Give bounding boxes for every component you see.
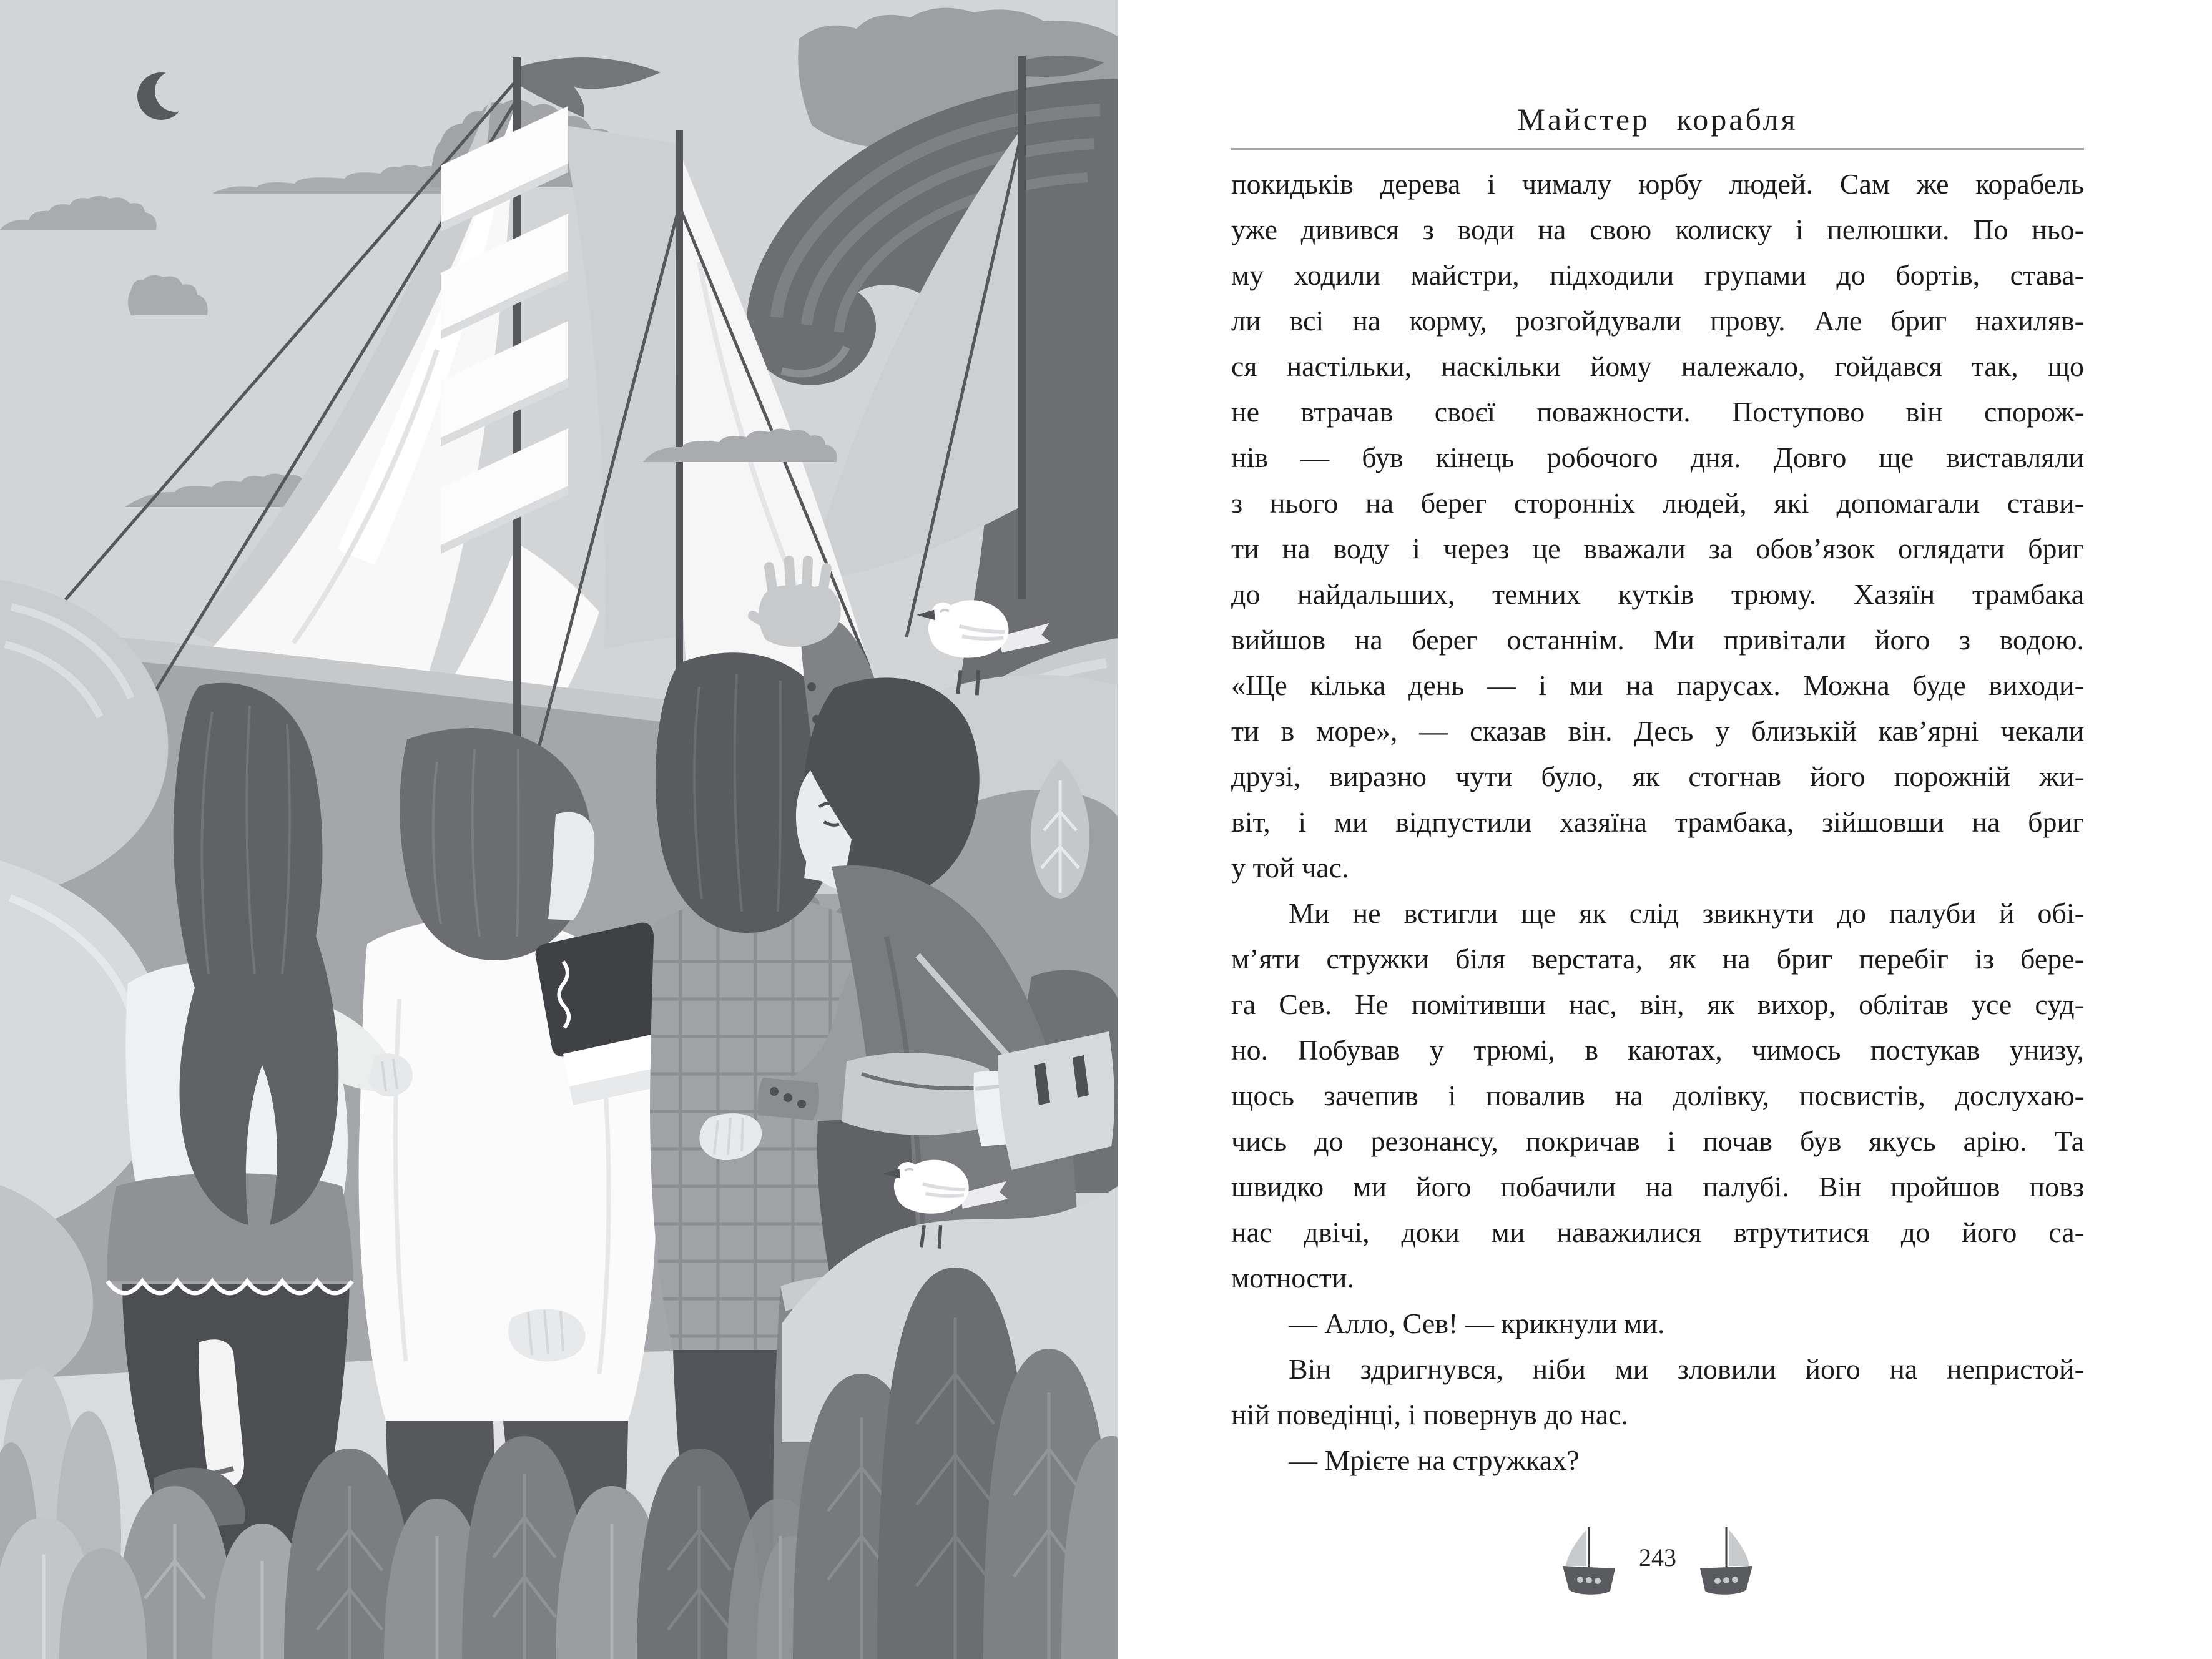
text-line: у той час. xyxy=(1231,852,1349,884)
text-line: «Ще кілька день — і ми на парусах. Можна буде виходи- xyxy=(1231,669,2084,701)
text-line: ти на воду і через це вважали за обов’язок оглядати бриг xyxy=(1231,533,2084,564)
text-line: з нього на берег сторонніх людей, які допомагали стави- xyxy=(1231,487,2084,519)
text-line: швидко ми його побачили на палубі. Він пройшов повз xyxy=(1231,1171,2084,1203)
text-line: ти в море», — сказав він. Десь у близькій кав’ярні чекали xyxy=(1231,715,2084,747)
page-footer xyxy=(1560,1525,1755,1598)
text-line: не втрачав своєї поважности. Поступово він спорож- xyxy=(1231,396,2084,428)
text-line: га Сев. Не помітивши нас, він, як вихор, облітав усе суд- xyxy=(1231,988,2084,1020)
text-line: Він здригнувся, ніби ми зловили його на непристой- xyxy=(1289,1353,2084,1385)
text-line: м’яти стружки біля верстата, як на бриг перебіг із бере- xyxy=(1231,943,2084,975)
text-line: уже дивився з води на свою колиску і пелюшки. По ньо- xyxy=(1231,214,2084,245)
text-page xyxy=(1231,0,2084,1659)
text-block xyxy=(1231,161,2084,1483)
text-line: вийшов на берег останнім. Ми привітали його з водою. xyxy=(1231,624,2084,656)
text-line: чись до резонансу, покричав і почав був якусь арію. Та xyxy=(1231,1125,2084,1157)
text-line: віт, і ми відпустили хазяїна трамбака, зійшовши на бриг xyxy=(1231,806,2084,838)
sailboat-icon-left xyxy=(1560,1525,1618,1598)
text-line: му ходили майстри, підходили групами до бортів, става- xyxy=(1231,259,2084,291)
text-line: ній поведінці, і повернув до нас. xyxy=(1231,1399,1629,1430)
text-line: ся настільки, наскільки йому належало, гойдався так, що xyxy=(1231,350,2084,382)
text-line: — Мрієте на стружках? xyxy=(1289,1444,1580,1476)
text-line: щось зачепив і повалив на долівку, посвистів, дослухаю- xyxy=(1231,1080,2084,1111)
text-line: до найдальших, темних кутків трюму. Хазяїн трамбака xyxy=(1231,578,2084,610)
text-line: нас двічі, доки ми наважилися втрутитися до його са- xyxy=(1231,1216,2084,1248)
sailboat-icon-right xyxy=(1698,1525,1755,1598)
text-line: ли всі на корму, розгойдували прову. Але бриг нахиляв- xyxy=(1231,305,2084,337)
text-line: мотности. xyxy=(1231,1262,1355,1294)
text-line: — Алло, Сев! — крикнули ми. xyxy=(1289,1307,1665,1339)
text-line: Ми не встигли ще як слід звикнути до палуби й обі- xyxy=(1289,897,2084,929)
text-line: нів — був кінець робочого дня. Довго ще виставляли xyxy=(1231,441,2084,473)
page-header-title: Майстер корабля xyxy=(1517,102,1798,137)
text-line: покидьків дерева і чималу юрбу людей. Сам же корабель xyxy=(1231,168,2084,200)
header-rule xyxy=(1231,148,2084,150)
text-line: друзі, виразно чути було, як стогнав його порожній жи- xyxy=(1231,761,2084,792)
text-line: но. Побував у трюмі, в каютах, чимось постукав унизу, xyxy=(1231,1034,2084,1066)
page-number: 243 xyxy=(1639,1543,1676,1572)
